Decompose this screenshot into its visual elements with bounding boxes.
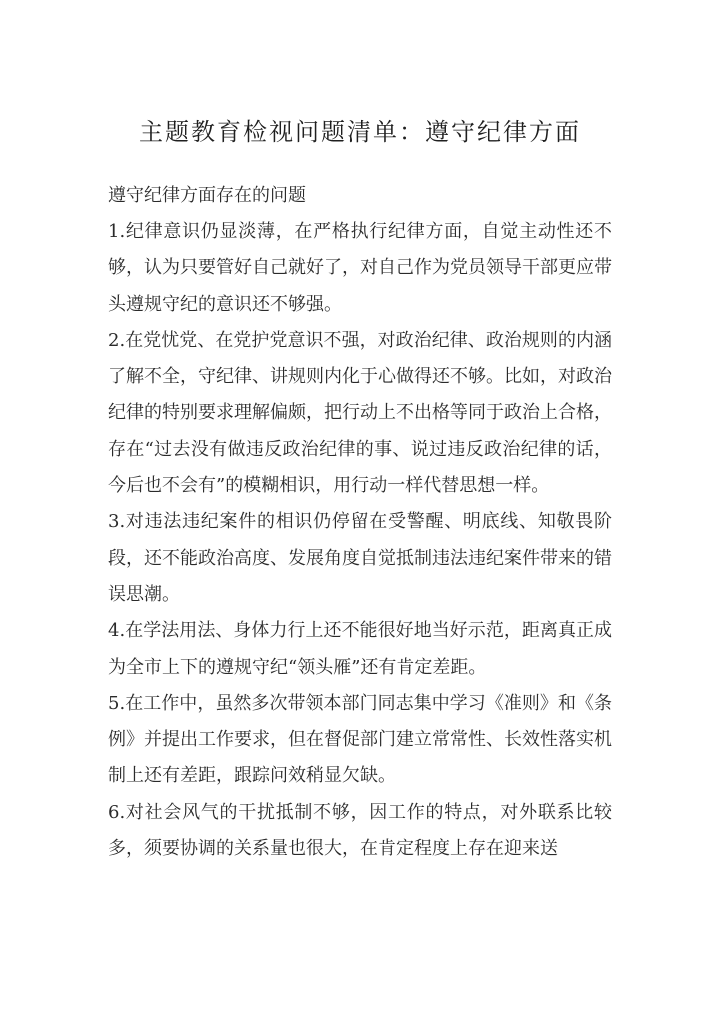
problem-item-2: 2.在党忧党、在党护党意识不强，对政治纪律、政治规则的内涵了解不全，守纪律、讲规则内化于心做得还不够。比如，对政治纪律的特别要求理解偏颇，把行动上不出格等同于政治上合格，存在“过去没有做违反政治纪律的事、说过违反政治纪律的话，今后也不会有”的模糊相识，用行动一样代替思想一样。: [108, 329, 612, 497]
problem-item-5: 5.在工作中，虽然多次带领本部门同志集中学习《准则》和《条例》并提出工作要求，但在督促部门建立常常性、长效性落实机制上还有差距，跟踪问效稍显欠缺。: [108, 692, 612, 787]
document-title: 主题教育检视问题清单：遵守纪律方面: [139, 118, 581, 146]
problem-item-3: 3.对违法违纪案件的相识仍停留在受警醒、明底线、知敬畏阶段，还不能政治高度、发展角度自觉抵制违法违纪案件带来的错误思潮。: [108, 511, 612, 605]
problem-item-1: 1.纪律意识仍显淡薄，在严格执行纪律方面，自觉主动性还不够，认为只要管好自己就好了，对自己作为党员领导干部更应带头遵规守纪的意识还不够强。: [108, 221, 612, 315]
problem-item-4: 4.在学法用法、身体力行上还不能很好地当好示范，距离真正成为全市上下的遵规守纪“领头雁”还有肯定差距。: [108, 620, 612, 678]
problem-item-6: 6.对社会风气的干扰抵制不够，因工作的特点，对外联系比较多，须要协调的关系量也很大，在肯定程度上存在迎来送: [108, 801, 612, 860]
section-heading: 遵守纪律方面存在的问题: [108, 185, 306, 206]
